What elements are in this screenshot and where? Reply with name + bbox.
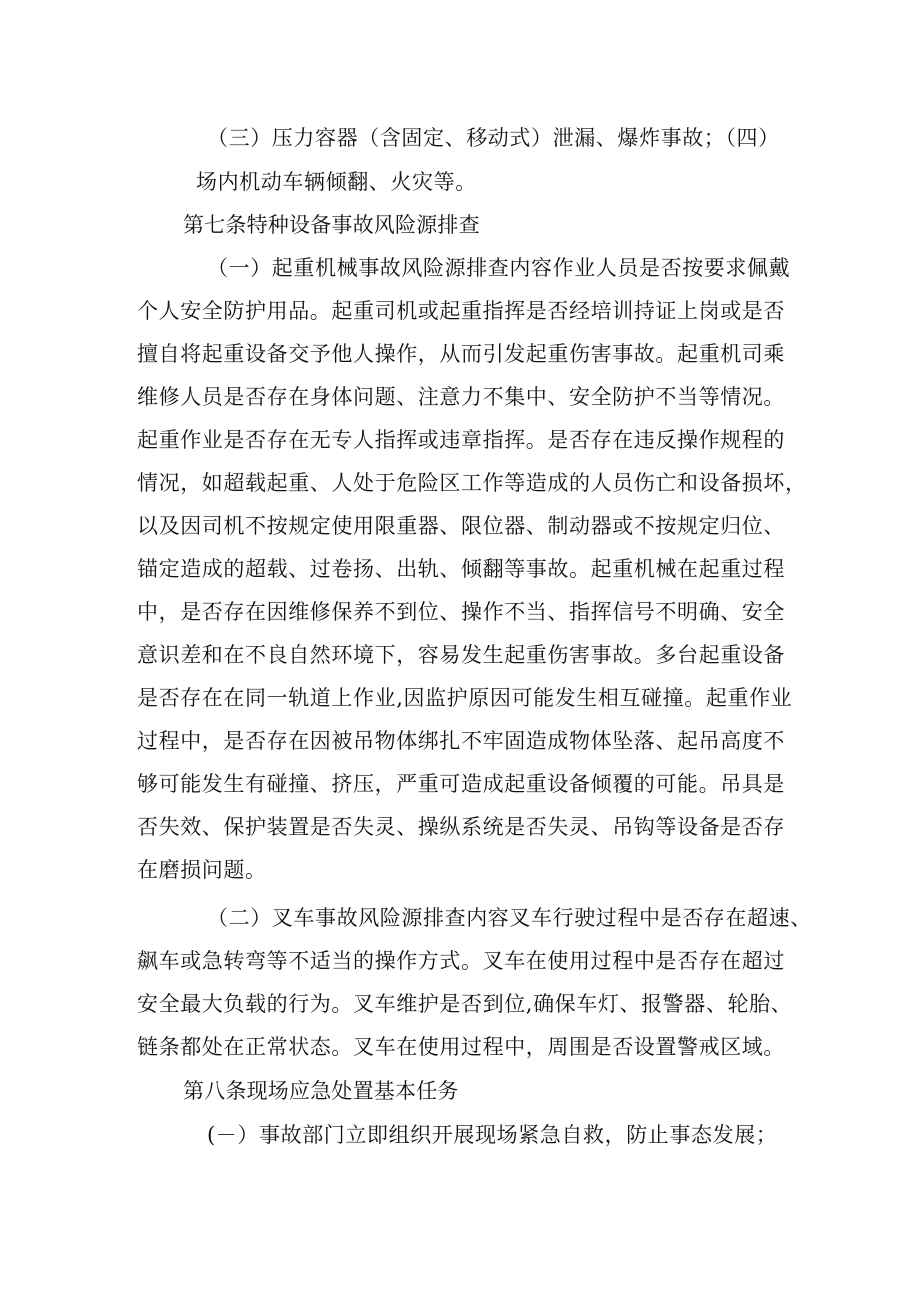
text-line-11: 锚定造成的超载、过卷扬、出轨、倾翻等事故。起重机械在起重过程 [137,557,785,581]
text-line-8: 起重作业是否存在无专人指挥或违章指挥。是否存在违反操作规程的 [137,428,785,452]
text-line-6: 擅自将起重设备交予他人操作，从而引发起重伤害事故。起重机司乘 [137,342,785,366]
text-line-13: 意识差和在不良自然环境下，容易发生起重伤害事故。多台起重设备 [137,643,785,667]
text-line-14: 是否存在在同一轨道上作业,因监护原因可能发生相互碰撞。起重作业 [137,686,793,710]
text-line-9: 情况，如超载起重、人处于危险区工作等造成的人员伤亡和设备损坏， [137,471,807,495]
text-line-7: 维修人员是否存在身体问题、注意力不集中、安全防护不当等情况。 [137,385,785,409]
text-line-21: 安全最大负载的行为。叉车维护是否到位,确保车灯、报警器、轮胎、 [137,992,793,1016]
text-line-15: 过程中，是否存在因被吊物体绑扎不牢固造成物体坠落、起吊高度不 [137,729,785,753]
text-line-20: 飙车或急转弯等不适当的操作方式。叉车在使用过程中是否存在超过 [137,949,785,973]
text-line-1: （三）压力容器（含固定、移动式）泄漏、爆炸事故；（四） [207,126,780,150]
text-line-10: 以及因司机不按规定使用限重器、限位器、制动器或不按规定归位、 [137,514,785,538]
text-line-12: 中，是否存在因维修保养不到位、操作不当、指挥信号不明确、安全 [137,600,785,624]
text-line-22: 链条都处在正常状态。叉车在使用过程中，周围是否设置警戒区域。 [137,1035,785,1059]
text-line-4: （一）起重机械事故风险源排查内容作业人员是否按要求佩戴 [207,256,791,280]
text-line-5: 个人安全防护用品。起重司机或起重指挥是否经培训持证上岗或是否 [137,299,785,323]
section-heading-article-7: 第七条特种设备事故风险源排查 [183,213,480,237]
text-line-17: 否失效、保护装置是否失灵、操纵系统是否失灵、吊钩等设备是否存 [137,815,785,839]
text-line-16: 够可能发生有碰撞、挤压，严重可造成起重设备倾覆的可能。吊具是 [137,772,785,796]
section-heading-article-8: 第八条现场应急处置基本任务 [183,1079,459,1103]
text-line-18: 在磨损问题。 [137,858,267,882]
text-line-24: (－）事故部门立即组织开展现场紧急自救，防止事态发展； [207,1123,778,1147]
text-line-2: 场内机动车辆倾翻、火灾等。 [196,170,477,194]
text-line-19: （二）叉车事故风险源排查内容叉车行驶过程中是否存在超速、 [207,906,812,930]
